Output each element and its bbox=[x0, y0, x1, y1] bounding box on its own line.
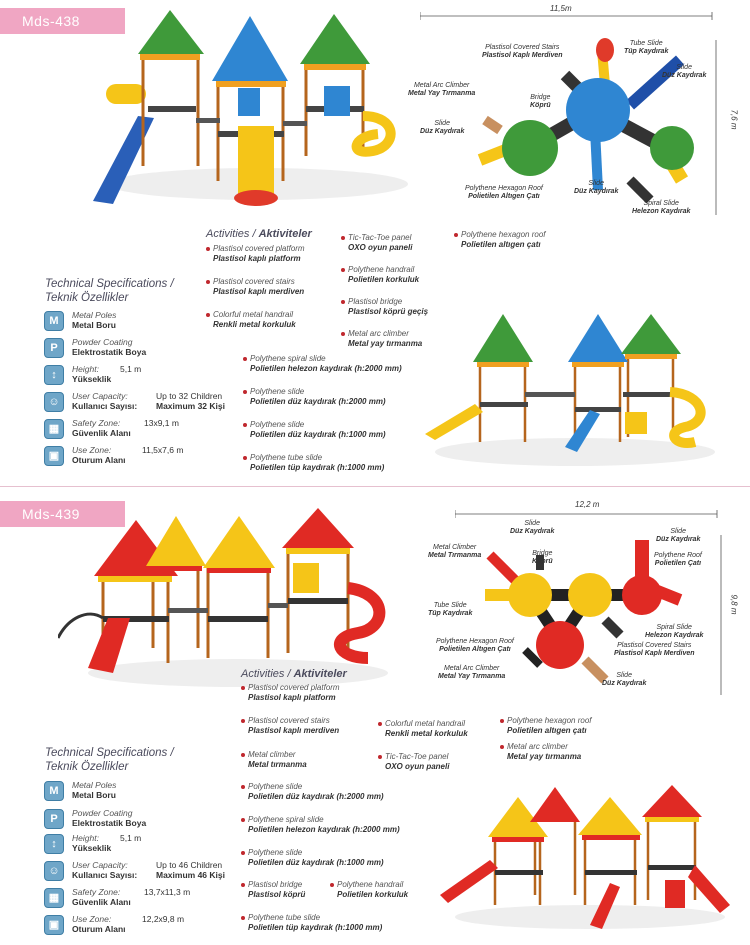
product-section-mds-439 bbox=[0, 490, 750, 945]
plan-label-bridge: Bridge Köprü bbox=[532, 550, 553, 565]
plan-label-slide-bottom: Slide Düz Kaydırak bbox=[602, 672, 647, 687]
tech-specs-title: Technical Specifications / Teknik Özellikler bbox=[45, 278, 174, 304]
model-code-tag: Mds-438 bbox=[0, 8, 125, 34]
plan-label-stairs: Plastisol Covered Stairs Plastisol Kaplı Merdiven bbox=[614, 642, 695, 657]
plan-label-hexagon-roof: Polythene Hexagon Roof Polietilen Altıgen Çatı bbox=[436, 638, 514, 653]
plan-label-metal-climber: Metal Climber Metal Tırmanma bbox=[428, 544, 482, 559]
height-icon: ↕ bbox=[44, 834, 64, 854]
tech-specs-title: Technical Specifications / Teknik Özellikler bbox=[45, 747, 174, 773]
plan-label-spiral-slide: Spiral Slide Helezon Kaydırak bbox=[645, 624, 704, 639]
playground-render-top bbox=[88, 6, 408, 211]
activity-item: Colorful metal handrail Renkli metal korkuluk bbox=[206, 310, 296, 330]
plan-label-slide-top: Slide Düz Kaydırak bbox=[510, 520, 555, 535]
model-code-tag: Mds-439 bbox=[0, 501, 125, 527]
activities-title: Activities / Aktiviteler bbox=[241, 668, 347, 680]
paint-icon: P bbox=[44, 338, 64, 358]
activities-title: Activities / Aktiviteler bbox=[206, 228, 312, 240]
activity-item: Polythene tube slide Polietilen tüp kaydırak (h:1000 mm) bbox=[241, 913, 382, 933]
spec-safety-zone: ▦ Safety Zone: Güvenlik Alanı 13x9,1 m bbox=[44, 418, 244, 444]
playground-render-side bbox=[440, 785, 730, 935]
activity-item: Polythene handrail Polietilen korkuluk bbox=[330, 880, 408, 900]
plan-label-arc-climber: Metal Arc Climber Metal Yay Tırmanma bbox=[408, 82, 476, 97]
plan-label-slide-bottom: Slide Düz Kaydırak bbox=[574, 180, 619, 195]
plan-width-label: 12,2 m bbox=[575, 500, 600, 509]
activity-item: Polythene slide Polietilen düz kaydırak (h:1000 mm) bbox=[241, 848, 384, 868]
spec-height: ↕ Height: Yükseklik 5,1 m bbox=[44, 833, 244, 859]
activity-item: Metal arc climber Metal yay tırmanma bbox=[500, 742, 581, 762]
plan-depth-label: 7,6 m bbox=[729, 109, 739, 130]
users-icon: ☺ bbox=[44, 861, 64, 881]
plan-label-spiral-slide: Spiral Slide Helezon Kaydırak bbox=[632, 200, 691, 215]
activity-item: Plastisol bridge Plastisol köprü geçiş bbox=[341, 297, 428, 317]
activity-item: Plastisol bridge Plastisol köprü bbox=[241, 880, 305, 900]
activity-item: Plastisol covered stairs Plastisol kaplı merdiven bbox=[206, 277, 304, 297]
spec-safety-zone: ▦ Safety Zone: Güvenlik Alanı 13,7x11,3 m bbox=[44, 887, 244, 913]
activity-item: Polythene tube slide Polietilen tüp kaydırak (h:1000 mm) bbox=[243, 453, 384, 473]
plan-label-tube-slide: Tube Slide Tüp Kaydırak bbox=[624, 40, 669, 55]
spec-metal-poles: M Metal Poles Metal Boru bbox=[44, 310, 244, 336]
use-zone-icon: ▣ bbox=[44, 915, 64, 935]
plan-depth-label: 9,8 m bbox=[729, 594, 739, 615]
spec-powder-coating: P Powder Coating Elektrostatik Boya bbox=[44, 808, 244, 834]
activity-item: Polythene spiral slide Polietilen helezon kaydırak (h:2000 mm) bbox=[243, 354, 402, 374]
plan-label-slide-right: Slide Düz Kaydırak bbox=[662, 64, 707, 79]
plan-label-slide-right: Slide Düz Kaydırak bbox=[656, 528, 701, 543]
activity-item: Polythene slide Polietilen düz kaydırak (h:2000 mm) bbox=[243, 387, 386, 407]
playground-render-top bbox=[58, 508, 393, 693]
plan-label-slide-left: Slide Düz Kaydırak bbox=[420, 120, 465, 135]
spec-powder-coating: P Powder Coating Elektrostatik Boya bbox=[44, 337, 244, 363]
activity-item: Polythene handrail Polietilen korkuluk bbox=[341, 265, 419, 285]
activity-item: Polythene spiral slide Polietilen helezon kaydırak (h:2000 mm) bbox=[241, 815, 400, 835]
activity-item: Metal arc climber Metal yay tırmanma bbox=[341, 329, 422, 349]
activity-item: Plastisol covered platform Plastisol kaplı platform bbox=[206, 244, 305, 264]
spec-user-capacity: ☺ User Capacity: Kullanıcı Sayısı: Up to 32 Children Maximum 32 Kişi bbox=[44, 391, 244, 417]
plan-label-stairs: Plastisol Covered Stairs Plastisol Kaplı Merdiven bbox=[482, 44, 563, 59]
plan-width-label: 11,5m bbox=[550, 4, 572, 13]
plan-label-bridge: Bridge Köprü bbox=[530, 94, 551, 109]
activity-item: Metal climber Metal tırmanma bbox=[241, 750, 307, 770]
playground-render-side bbox=[425, 312, 715, 472]
activity-item: Plastisol covered stairs Plastisol kaplı merdiven bbox=[241, 716, 339, 736]
pole-icon: M bbox=[44, 781, 64, 801]
users-icon: ☺ bbox=[44, 392, 64, 412]
activity-item: Tic-Tac-Toe panel OXO oyun paneli bbox=[341, 233, 412, 253]
activity-item: Polythene slide Polietilen düz kaydırak (h:2000 mm) bbox=[241, 782, 384, 802]
plan-label-hexagon-roof: Polythene Hexagon Roof Polietilen Altıgen Çatı bbox=[465, 185, 543, 200]
use-zone-icon: ▣ bbox=[44, 446, 64, 466]
activity-item: Plastisol covered platform Plastisol kaplı platform bbox=[241, 683, 340, 703]
safety-zone-icon: ▦ bbox=[44, 888, 64, 908]
paint-icon: P bbox=[44, 809, 64, 829]
activity-item: Colorful metal handrail Renkli metal korkuluk bbox=[378, 719, 468, 739]
activity-item: Polythene slide Polietilen düz kaydırak (h:1000 mm) bbox=[243, 420, 386, 440]
spec-use-zone: ▣ Use Zone: Oturum Alanı 12,2x9,8 m bbox=[44, 914, 244, 940]
spec-height: ↕ Height: Yükseklik 5,1 m bbox=[44, 364, 244, 390]
plan-label-arc-climber: Metal Arc Climber Metal Yay Tırmanma bbox=[438, 665, 506, 680]
height-icon: ↕ bbox=[44, 365, 64, 385]
safety-zone-icon: ▦ bbox=[44, 419, 64, 439]
plan-label-roof: Polythene Roof Polietilen Çatı bbox=[654, 552, 702, 567]
activity-item: Tic-Tac-Toe panel OXO oyun paneli bbox=[378, 752, 449, 772]
activity-item: Polythene hexagon roof Polietilen altıgen çatı bbox=[454, 230, 546, 250]
spec-user-capacity: ☺ User Capacity: Kullanıcı Sayısı: Up to 46 Children Maximum 46 Kişi bbox=[44, 860, 244, 886]
plan-label-tube-slide: Tube Slide Tüp Kaydırak bbox=[428, 602, 473, 617]
spec-use-zone: ▣ Use Zone: Oturum Alanı 11,5x7,6 m bbox=[44, 445, 244, 471]
activity-item: Polythene hexagon roof Polietilen altıgen çatı bbox=[500, 716, 592, 736]
pole-icon: M bbox=[44, 311, 64, 331]
spec-metal-poles: M Metal Poles Metal Boru bbox=[44, 780, 244, 806]
